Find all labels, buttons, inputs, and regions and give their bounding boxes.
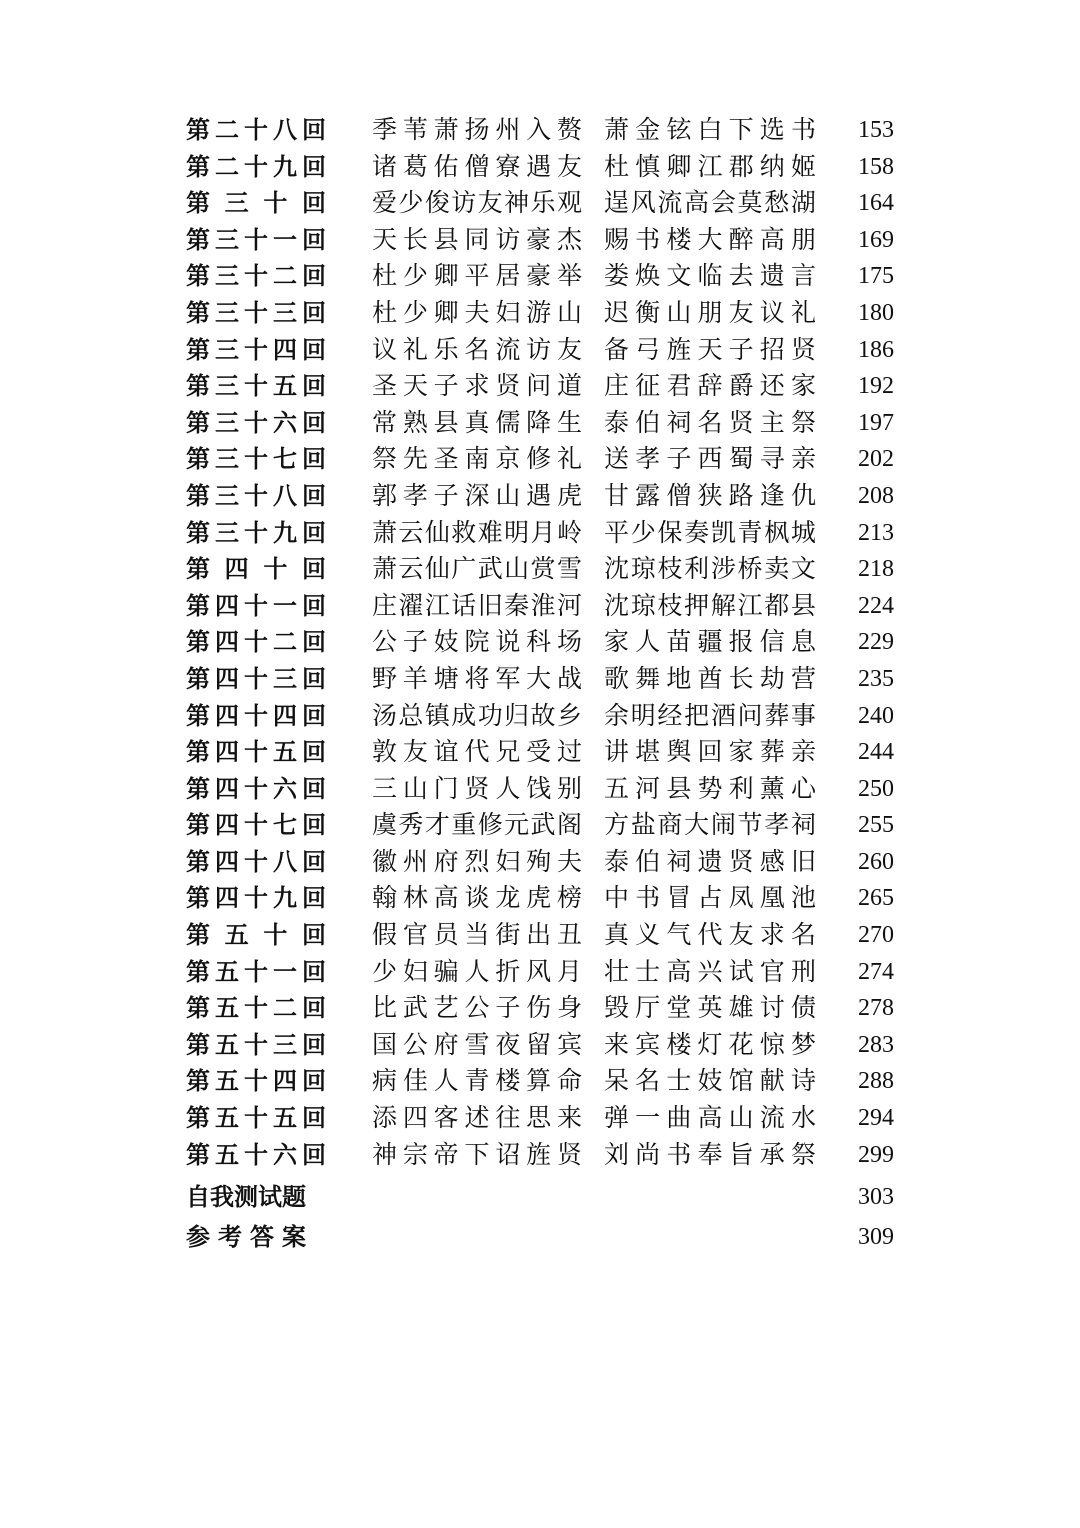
page-number: 186	[858, 336, 894, 363]
chapter-number: 第 三 十 四 回	[186, 335, 326, 364]
toc-entry	[186, 332, 906, 369]
table-of-contents	[186, 112, 906, 1257]
toc-entry	[186, 478, 906, 515]
chapter-number: 第 五 十 二 回	[186, 994, 326, 1023]
page-number: 213	[858, 519, 894, 546]
page-number: 202	[858, 446, 894, 473]
page-number: 278	[858, 995, 894, 1022]
chapter-title-first-line: 添 四 客 述 往 思 来	[372, 1103, 582, 1133]
chapter-title-second-line: 中 书 冒 占 凤 凰 池	[604, 883, 816, 913]
chapter-title-first-line: 病 佳 人 青 楼 算 命	[372, 1066, 582, 1096]
toc-entry	[186, 441, 906, 478]
toc-entry	[186, 954, 906, 991]
chapter-title-second-line: 沈 琼 枝 押 解 江 都 县	[604, 590, 816, 620]
page-number: 218	[858, 556, 894, 583]
toc-entry	[186, 698, 906, 735]
chapter-number: 第 四 十 八 回	[186, 847, 326, 876]
toc-entry	[186, 1027, 906, 1064]
toc-entry	[186, 844, 906, 881]
chapter-title-second-line: 沈 琼 枝 利 涉 桥 卖 文	[604, 554, 816, 584]
chapter-title-first-line: 天 长 县 同 访 豪 杰	[372, 224, 582, 254]
chapter-title-first-line: 杜 少 卿 平 居 豪 举	[372, 261, 582, 291]
page-number: 309	[858, 1224, 894, 1251]
chapter-title-first-line: 祭 先 圣 南 京 修 礼	[372, 444, 582, 474]
chapter-title-second-line: 娄 焕 文 临 去 遗 言	[604, 261, 816, 291]
chapter-number: 第 四 十 三 回	[186, 664, 326, 693]
chapter-number: 第 四 十 六 回	[186, 774, 326, 803]
chapter-title-first-line: 虞 秀 才 重 修 元 武 阁	[372, 810, 582, 840]
chapter-title-second-line: 庄 征 君 辞 爵 还 家	[604, 371, 816, 401]
chapter-title-second-line: 杜 慎 卿 江 郡 纳 姬	[604, 151, 816, 181]
toc-entry	[186, 185, 906, 222]
page-number: 299	[858, 1141, 894, 1168]
appendix-label: 参考答案	[186, 1223, 314, 1252]
chapter-title-first-line: 神 宗 帝 下 诏 旌 贤	[372, 1139, 582, 1169]
chapter-title-second-line: 平 少 保 奏 凯 青 枫 城	[604, 517, 816, 547]
chapter-number: 第 四 十 五 回	[186, 738, 326, 767]
toc-entry	[186, 405, 906, 442]
chapter-number: 第 三 十 一 回	[186, 225, 326, 254]
chapter-title-first-line: 诸 葛 佑 僧 寮 遇 友	[372, 151, 582, 181]
chapter-title-first-line: 三 山 门 贤 人 饯 别	[372, 773, 582, 803]
toc-entry	[186, 1063, 906, 1100]
chapter-title-first-line: 翰 林 高 谈 龙 虎 榜	[372, 883, 582, 913]
chapter-title-first-line: 圣 天 子 求 贤 问 道	[372, 371, 582, 401]
chapter-number: 第 三 十 八 回	[186, 481, 326, 510]
chapter-title-first-line: 国 公 府 雪 夜 留 宾	[372, 1029, 582, 1059]
page-number: 180	[858, 299, 894, 326]
chapter-title-second-line: 刘 尚 书 奉 旨 承 祭	[604, 1139, 816, 1169]
chapter-number: 第 三 十 六 回	[186, 408, 326, 437]
chapter-number: 第 五 十 三 回	[186, 1030, 326, 1059]
page-number: 224	[858, 592, 894, 619]
chapter-number: 第 五 十 五 回	[186, 1104, 326, 1133]
chapter-number: 第 二 十 九 回	[186, 152, 326, 181]
toc-entry	[186, 368, 906, 405]
chapter-title-first-line: 萧 云 仙 救 难 明 月 岭	[372, 517, 582, 547]
page-number: 175	[858, 263, 894, 290]
chapter-number: 第 三 十 七 回	[186, 445, 326, 474]
toc-entry	[186, 551, 906, 588]
chapter-number: 第 四 十 回	[186, 555, 326, 584]
chapter-title-second-line: 逞 风 流 高 会 莫 愁 湖	[604, 188, 816, 218]
chapter-title-second-line: 泰 伯 祠 名 贤 主 祭	[604, 407, 816, 437]
toc-entry	[186, 661, 906, 698]
toc-entry	[186, 515, 906, 552]
toc-entry	[186, 258, 906, 295]
page-number: 255	[858, 812, 894, 839]
chapter-number: 第 三 十 二 回	[186, 262, 326, 291]
chapter-title-second-line: 歌 舞 地 酋 长 劫 营	[604, 663, 816, 693]
page-number: 294	[858, 1105, 894, 1132]
chapter-title-first-line: 野 羊 塘 将 军 大 战	[372, 663, 582, 693]
chapter-title-second-line: 萧 金 铉 白 下 选 书	[604, 115, 816, 144]
toc-entry	[186, 588, 906, 625]
chapter-title-second-line: 备 弓 旌 天 子 招 贤	[604, 334, 816, 364]
chapter-title-first-line: 爱 少 俊 访 友 神 乐 观	[372, 188, 582, 218]
chapter-title-first-line: 季 苇 萧 扬 州 入 赘	[372, 115, 582, 144]
chapter-number: 第 四 十 七 回	[186, 811, 326, 840]
toc-entry	[186, 1100, 906, 1137]
chapter-title-second-line: 真 义 气 代 友 求 名	[604, 920, 816, 950]
toc-entry	[186, 112, 906, 149]
toc-entry	[186, 1137, 906, 1174]
page-number: 265	[858, 885, 894, 912]
chapter-title-first-line: 徽 州 府 烈 妇 殉 夫	[372, 846, 582, 876]
page-number: 197	[858, 409, 894, 436]
chapter-number: 第 三 十 五 回	[186, 372, 326, 401]
appendix-label: 自我测试题	[186, 1183, 306, 1212]
chapter-title-second-line: 弹 一 曲 高 山 流 水	[604, 1103, 816, 1133]
chapter-title-first-line: 公 子 妓 院 说 科 场	[372, 627, 582, 657]
chapter-number: 第 四 十 九 回	[186, 884, 326, 913]
page-number: 283	[858, 1031, 894, 1058]
chapter-title-first-line: 少 妇 骗 人 折 风 月	[372, 956, 582, 986]
chapter-title-first-line: 郭 孝 子 深 山 遇 虎	[372, 480, 582, 510]
toc-entry	[186, 990, 906, 1027]
chapter-number: 第 三 十 回	[186, 189, 326, 218]
chapter-number: 第 三 十 三 回	[186, 298, 326, 327]
chapter-title-second-line: 方 盐 商 大 闹 节 孝 祠	[604, 810, 816, 840]
chapter-number: 第 二 十 八 回	[186, 116, 326, 144]
chapter-title-second-line: 毁 厅 堂 英 雄 讨 债	[604, 993, 816, 1023]
chapter-title-first-line: 汤 总 镇 成 功 归 故 乡	[372, 700, 582, 730]
chapter-title-second-line: 余 明 经 把 酒 问 葬 事	[604, 700, 816, 730]
page-number: 229	[858, 629, 894, 656]
toc-entry	[186, 807, 906, 844]
chapter-title-first-line: 敦 友 谊 代 兄 受 过	[372, 737, 582, 767]
page-number: 274	[858, 958, 894, 985]
chapter-title-first-line: 庄 濯 江 话 旧 秦 淮 河	[372, 590, 582, 620]
chapter-number: 第 五 十 一 回	[186, 957, 326, 986]
page-number: 270	[858, 922, 894, 949]
toc-entry	[186, 734, 906, 771]
toc-entry	[186, 624, 906, 661]
chapter-title-first-line: 常 熟 县 真 儒 降 生	[372, 407, 582, 437]
page-number: 164	[858, 190, 894, 217]
toc-appendix-entry	[186, 1217, 906, 1257]
chapter-title-first-line: 比 武 艺 公 子 伤 身	[372, 993, 582, 1023]
page-number: 250	[858, 775, 894, 802]
chapter-number: 第 五 十 回	[186, 921, 326, 950]
chapter-title-second-line: 泰 伯 祠 遗 贤 感 旧	[604, 846, 816, 876]
page-number: 260	[858, 848, 894, 875]
toc-entry	[186, 149, 906, 186]
page-number: 169	[858, 226, 894, 253]
chapter-number: 第 五 十 四 回	[186, 1067, 326, 1096]
chapter-title-second-line: 壮 士 高 兴 试 官 刑	[604, 956, 816, 986]
page-number: 192	[858, 373, 894, 400]
toc-entry	[186, 880, 906, 917]
chapter-title-second-line: 赐 书 楼 大 醉 高 朋	[604, 224, 816, 254]
page-number: 288	[858, 1068, 894, 1095]
chapter-number: 第 四 十 二 回	[186, 628, 326, 657]
chapter-number: 第 五 十 六 回	[186, 1140, 326, 1169]
chapter-number: 第 三 十 九 回	[186, 518, 326, 547]
chapter-title-second-line: 甘 露 僧 狭 路 逢 仇	[604, 480, 816, 510]
chapter-title-first-line: 议 礼 乐 名 流 访 友	[372, 334, 582, 364]
page-number: 208	[858, 482, 894, 509]
chapter-title-second-line: 来 宾 楼 灯 花 惊 梦	[604, 1029, 816, 1059]
toc-entry	[186, 771, 906, 808]
chapter-number: 第 四 十 四 回	[186, 701, 326, 730]
toc-appendix-entry	[186, 1177, 906, 1217]
toc-entry	[186, 222, 906, 259]
chapter-title-second-line: 送 孝 子 西 蜀 寻 亲	[604, 444, 816, 474]
page-number: 153	[858, 117, 894, 143]
page-number: 244	[858, 739, 894, 766]
chapter-title-first-line: 萧 云 仙 广 武 山 赏 雪	[372, 554, 582, 584]
page-number: 235	[858, 665, 894, 692]
chapter-title-second-line: 迟 衡 山 朋 友 议 礼	[604, 297, 816, 327]
chapter-number: 第 四 十 一 回	[186, 591, 326, 620]
chapter-title-first-line: 假 官 员 当 街 出 丑	[372, 920, 582, 950]
chapter-title-second-line: 家 人 苗 疆 报 信 息	[604, 627, 816, 657]
chapter-title-second-line: 讲 堪 舆 回 家 葬 亲	[604, 737, 816, 767]
toc-entry	[186, 295, 906, 332]
page-number: 158	[858, 153, 894, 180]
page-number: 303	[858, 1184, 894, 1211]
chapter-title-second-line: 五 河 县 势 利 薰 心	[604, 773, 816, 803]
chapter-title-first-line: 杜 少 卿 夫 妇 游 山	[372, 297, 582, 327]
page-number: 240	[858, 702, 894, 729]
chapter-title-second-line: 呆 名 士 妓 馆 献 诗	[604, 1066, 816, 1096]
toc-entry	[186, 917, 906, 954]
